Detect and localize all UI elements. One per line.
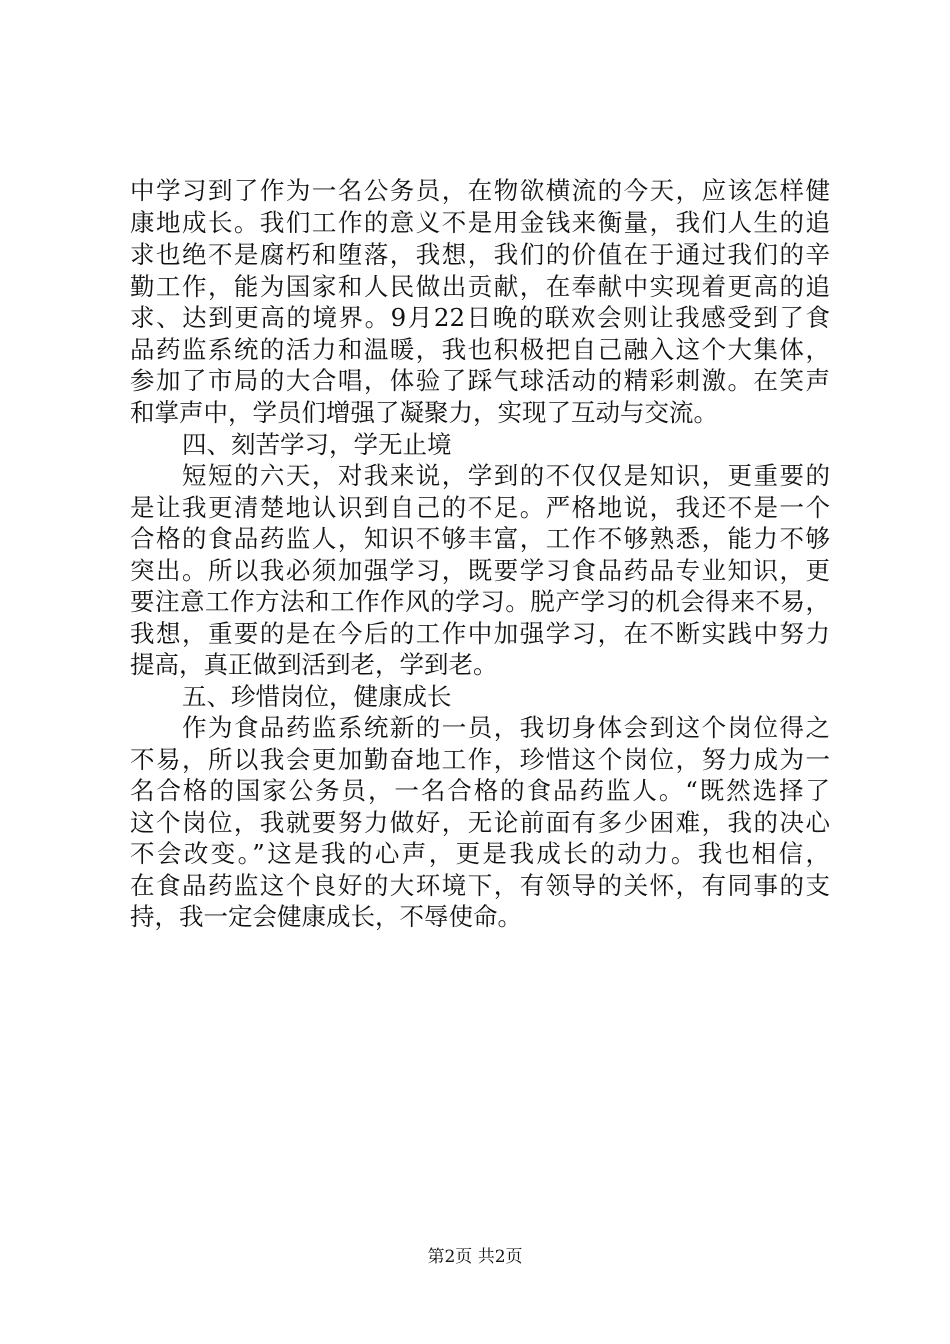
body-text-line: 这个岗位，我就要努力做好，无论前面有多少困难，我的决心 [130, 808, 830, 837]
body-text-line: 是让我更清楚地认识到自己的不足。严格地说，我还不是一个 [130, 493, 830, 522]
body-text-line: 品药监系统的活力和温暖，我也积极把自己融入这个大集体， [130, 335, 830, 364]
body-text-line: 作为食品药监系统新的一员，我切身体会到这个岗位得之 [182, 713, 830, 742]
section-heading: 五、珍惜岗位，健康成长 [182, 682, 452, 711]
body-text-line: 突出。所以我必须加强学习，既要学习食品药品专业知识，更 [130, 556, 830, 585]
body-text-line: 中学习到了作为一名公务员，在物欲横流的今天，应该怎样健 [130, 176, 830, 205]
page-number-footer: 第2页 共2页 [427, 1247, 523, 1267]
body-text-line: 勤工作，能为国家和人民做出贡献，在奉献中实现着更高的追 [130, 272, 830, 301]
section-heading: 四、刻苦学习，学无止境 [182, 430, 452, 459]
body-text-line: 康地成长。我们工作的意义不是用金钱来衡量，我们人生的追 [130, 208, 830, 237]
body-text-line: 在食品药监这个良好的大环境下，有领导的关怀，有同事的支 [130, 871, 830, 900]
body-text-line: 合格的食品药监人，知识不够丰富，工作不够熟悉，能力不够 [130, 524, 830, 553]
body-text-line: 提高，真正做到活到老，学到老。 [130, 650, 498, 679]
body-text-line: 持，我一定会健康成长，不辱使命。 [130, 902, 522, 931]
body-text-line: 求、达到更高的境界。9月22日晚的联欢会则让我感受到了食 [130, 303, 830, 332]
body-text-line: 要注意工作方法和工作作风的学习。脱产学习的机会得来不易， [130, 587, 830, 616]
body-text-line: 名合格的国家公务员，一名合格的食品药监人。“既然选择了 [130, 776, 830, 805]
body-text-line: 不易，所以我会更加勤奋地工作，珍惜这个岗位，努力成为一 [130, 745, 830, 774]
body-text-line: 求也绝不是腐朽和堕落，我想，我们的价值在于通过我们的辛 [130, 240, 830, 269]
body-text-line: 参加了市局的大合唱，体验了踩气球活动的精彩刺激。在笑声 [130, 366, 830, 395]
body-text-line: 不会改变。”这是我的心声，更是我成长的动力。我也相信， [130, 839, 830, 868]
body-text-line: 短短的六天，对我来说，学到的不仅仅是知识，更重要的 [182, 461, 830, 490]
body-text-line: 我想，重要的是在今后的工作中加强学习，在不断实践中努力 [130, 619, 830, 648]
body-text-line: 和掌声中，学员们增强了凝聚力，实现了互动与交流。 [130, 398, 718, 427]
